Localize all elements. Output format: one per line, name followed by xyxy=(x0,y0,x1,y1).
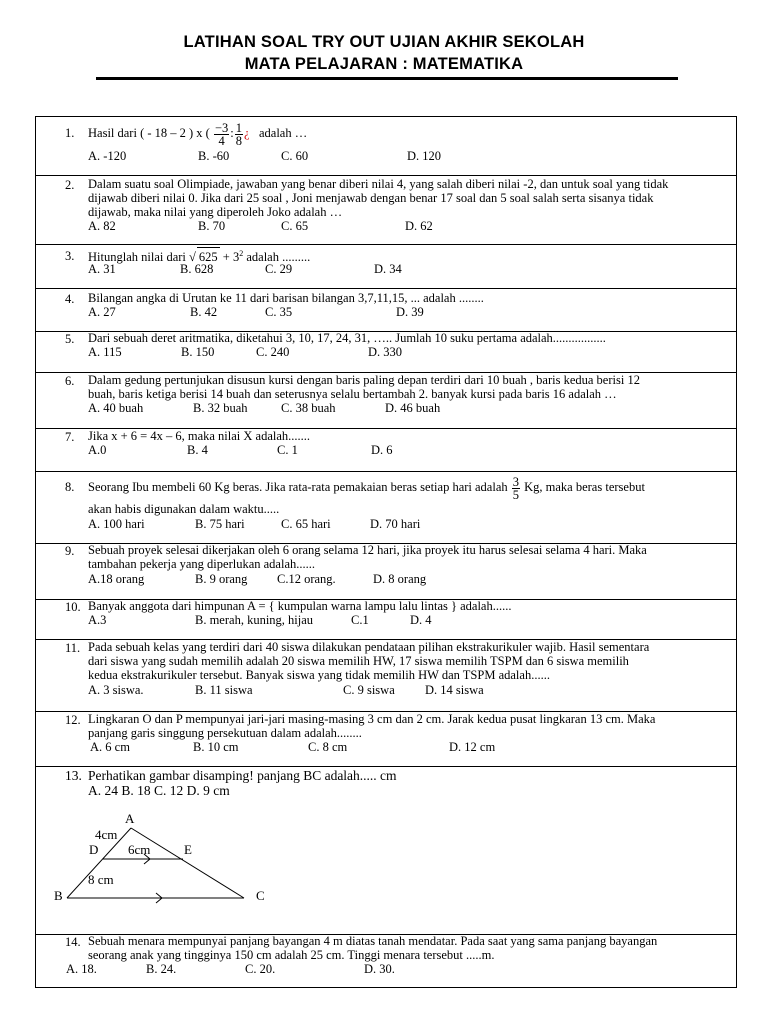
question-text: Dalam suatu soal Olimpiade, jawaban yang benar diberi nilai 4, yang salah diberi nilai -2, dan untuk soal yang tidak dijawab diberi nilai 0. Jika dari 25 soal , Joni menjawab dengan benar 17 soal dan 5 soal salah serta sisanya tidak dijawab, maka nilai yang diperoleh Joko adalah … xyxy=(88,177,669,219)
answer-options xyxy=(88,572,728,586)
option-d[interactable]: D. 46 buah xyxy=(385,401,441,415)
option-a[interactable]: A. 115 xyxy=(88,345,122,359)
question-number: 13. xyxy=(65,768,82,783)
option-d[interactable]: D. 4 xyxy=(410,613,432,627)
option-d[interactable]: D. 14 siswa xyxy=(425,683,484,697)
answer-options xyxy=(88,219,728,233)
question-11 xyxy=(36,640,736,712)
option-c[interactable]: C. 29 xyxy=(265,262,293,276)
question-number: 10. xyxy=(65,600,81,614)
option-b[interactable]: B. 11 siswa xyxy=(195,683,253,697)
option-b[interactable]: B. 4 xyxy=(187,443,208,457)
triangle-figure xyxy=(36,767,736,935)
vertex-label-c: C xyxy=(256,888,265,903)
option-b[interactable]: B. 628 xyxy=(180,262,214,276)
question-2 xyxy=(36,176,736,245)
question-7 xyxy=(36,429,736,472)
option-a[interactable]: A. 6 cm xyxy=(90,740,130,754)
option-c[interactable]: C. 65 hari xyxy=(281,517,331,531)
option-c[interactable]: C. 65 xyxy=(281,219,309,233)
answer-options xyxy=(88,517,728,531)
option-b[interactable]: B. 150 xyxy=(181,345,215,359)
option-d[interactable]: D. 62 xyxy=(405,219,433,233)
question-number: 1. xyxy=(65,126,75,140)
question-text: Perhatikan gambar disamping! panjang BC adalah..... cm xyxy=(88,768,397,783)
question-6 xyxy=(36,373,736,429)
page-subtitle: MATA PELAJARAN : MATEMATIKA xyxy=(244,55,524,73)
option-c[interactable]: C. 240 xyxy=(256,345,290,359)
question-sheet xyxy=(35,116,737,988)
question-10 xyxy=(36,600,736,640)
answer-options xyxy=(66,962,706,976)
segment-label-db: 8 cm xyxy=(88,872,114,887)
option-a[interactable]: A. 40 buah xyxy=(88,401,144,415)
option-a[interactable]: A. -120 xyxy=(88,149,127,163)
fraction: $\frac{1}{8}$ xyxy=(235,120,243,148)
question-number: 14. xyxy=(65,935,81,949)
option-a[interactable]: A. 100 hari xyxy=(88,517,145,531)
question-1 xyxy=(36,117,736,176)
option-d[interactable]: D. 8 orang xyxy=(373,572,427,586)
option-d[interactable]: D. 34 xyxy=(374,262,402,276)
question-text-cont: akan habis digunakan dalam waktu..... xyxy=(88,502,280,516)
option-a[interactable]: A. 18. xyxy=(66,962,97,976)
option-b[interactable]: B. 24. xyxy=(146,962,177,976)
question-12 xyxy=(36,712,736,767)
option-a[interactable]: A.0 xyxy=(88,443,107,457)
answer-options xyxy=(88,262,728,276)
vertex-label-a: A xyxy=(125,811,135,826)
option-c[interactable]: C.1 xyxy=(351,613,369,627)
vertex-label-e: E xyxy=(184,842,192,857)
option-b[interactable]: B. 32 buah xyxy=(193,401,248,415)
option-c[interactable]: C. 60 xyxy=(281,149,309,163)
question-5 xyxy=(36,332,736,373)
segment-label-ad: 4cm xyxy=(95,827,118,842)
question-number: 4. xyxy=(65,292,75,306)
answer-options xyxy=(88,345,728,359)
segment-label-de: 6cm xyxy=(128,842,151,857)
question-number: 11. xyxy=(65,641,81,655)
vertex-label-d: D xyxy=(89,842,99,857)
question-number: 9. xyxy=(65,544,75,558)
question-text: Dalam gedung pertunjukan disusun kursi dengan baris paling depan terdiri dari 10 buah , baris kedua berisi 12 buah, baris ketiga berisi 14 buah dan seterusnya selalu bertambah 2. banyak kursi pada baris 16 adalah … xyxy=(88,373,640,401)
question-3 xyxy=(36,245,736,289)
option-c[interactable]: C. 38 buah xyxy=(281,401,336,415)
answer-options xyxy=(88,740,728,754)
option-c[interactable]: C. 9 siswa xyxy=(343,683,395,697)
answer-options xyxy=(88,149,728,163)
question-9 xyxy=(36,544,736,600)
answer-options xyxy=(88,683,728,697)
title-underline xyxy=(96,77,678,80)
answer-options xyxy=(88,305,728,319)
option-c[interactable]: C. 35 xyxy=(265,305,293,319)
question-text: Bilangan angka di Urutan ke 11 dari barisan bilangan 3,7,11,15, ... adalah ........ xyxy=(88,291,484,305)
question-text: Sebuah proyek selesai dikerjakan oleh 6 orang selama 12 hari, jika proyek itu harus selesai selama 4 hari. Maka tambahan pekerja yang diperlukan adalah...... xyxy=(88,543,647,571)
option-d[interactable]: D. 39 xyxy=(396,305,424,319)
option-d[interactable]: D. 30. xyxy=(364,962,395,976)
option-c[interactable]: C. 1 xyxy=(277,443,298,457)
option-b[interactable]: B. 42 xyxy=(190,305,218,319)
answer-options xyxy=(88,613,728,627)
option-a[interactable]: A.18 orang xyxy=(88,572,145,586)
answer-options[interactable]: A. 24 B. 18 C. 12 D. 9 cm xyxy=(88,783,230,798)
option-c[interactable]: C.12 orang. xyxy=(277,572,336,586)
question-number: 6. xyxy=(65,374,75,388)
option-c[interactable]: C. 8 cm xyxy=(308,740,348,754)
option-d[interactable]: D. 70 hari xyxy=(370,517,421,531)
question-number: 5. xyxy=(65,332,75,346)
option-a[interactable]: A. 31 xyxy=(88,262,116,276)
question-text: Hasil dari ( - 18 – 2 ) x ( $\frac{-3}{4}$ : $\frac{1}{8}$ ¿ adalah … xyxy=(88,120,308,148)
option-a[interactable]: A. 3 siswa. xyxy=(88,683,144,697)
question-text: Hitunglah nilai dari √ $625 + 3^2$ adalah ......... xyxy=(88,249,311,265)
question-text: Jika x + 6 = 4x – 6, maka nilai X adalah....... xyxy=(88,429,311,443)
option-b[interactable]: B. 9 orang xyxy=(195,572,248,586)
fraction: $\frac{-3}{4}$ xyxy=(214,120,229,148)
question-number: 3. xyxy=(65,249,75,263)
question-number: 8. xyxy=(65,480,75,494)
option-b[interactable]: B. -60 xyxy=(198,149,230,163)
question-14 xyxy=(36,935,736,987)
answer-options xyxy=(88,401,728,415)
option-b[interactable]: B. 70 xyxy=(198,219,226,233)
triangle-drawing xyxy=(36,767,296,935)
option-b[interactable]: B. merah, kuning, hijau xyxy=(195,613,314,627)
option-d[interactable]: D. 120 xyxy=(407,149,442,163)
question-text: Sebuah menara mempunyai panjang bayangan 4 m diatas tanah mendatar. Pada saat yang sama panjang bayangan seorang anak yang tingginya 150 cm adalah 25 cm. Tinggi menara tersebut .....m. xyxy=(88,934,658,962)
question-text: Dari sebuah deret aritmatika, diketahui 3, 10, 17, 24, 31, ….. Jumlah 10 suku pertama adalah................. xyxy=(88,331,606,345)
option-c[interactable]: C. 20. xyxy=(245,962,276,976)
question-number: 2. xyxy=(65,178,75,192)
option-a[interactable]: A. 27 xyxy=(88,305,116,319)
question-text: Pada sebuah kelas yang terdiri dari 40 siswa dilakukan pendataan pilihan ekstrakurikuler wajib. Hasil sementara dari siswa yang sudah memilih adalah 20 siswa memilih HW, 17 siswa memilih TSPM dan 6 siswa memilih kedua ekstrakurikuler tersebut. Banyak siswa yang tidak memilih HW dan TSPM adalah...... xyxy=(88,640,650,682)
question-13 xyxy=(36,767,736,935)
option-a[interactable]: A.3 xyxy=(88,613,107,627)
question-text: Lingkaran O dan P mempunyai jari-jari masing-masing 3 cm dan 2 cm. Jarak kedua pusat lingkaran 13 cm. Maka panjang garis singgung persekutuan dalam adalah........ xyxy=(88,712,656,740)
option-b[interactable]: B. 10 cm xyxy=(193,740,239,754)
vertex-label-b: B xyxy=(54,888,63,903)
question-4 xyxy=(36,289,736,332)
page-title: LATIHAN SOAL TRY OUT UJIAN AKHIR SEKOLAH xyxy=(183,33,585,51)
question-number: 7. xyxy=(65,430,75,444)
fraction: $\frac{3}{5}$ xyxy=(512,474,519,502)
option-a[interactable]: A. 82 xyxy=(88,219,116,233)
question-number: 12. xyxy=(65,713,81,727)
answer-options xyxy=(88,443,728,457)
option-d[interactable]: D. 330 xyxy=(368,345,403,359)
option-b[interactable]: B. 75 hari xyxy=(195,517,245,531)
option-d[interactable]: D. 12 cm xyxy=(449,740,496,754)
question-text: Banyak anggota dari himpunan A = { kumpulan warna lampu lalu lintas } adalah...... xyxy=(88,599,512,613)
question-8 xyxy=(36,472,736,544)
question-text: Seorang Ibu membeli 60 Kg beras. Jika rata-rata pemakaian beras setiap hari adalah $\frac{3}{5}$ Kg, maka beras tersebut xyxy=(88,474,645,502)
option-d[interactable]: D. 6 xyxy=(371,443,393,457)
